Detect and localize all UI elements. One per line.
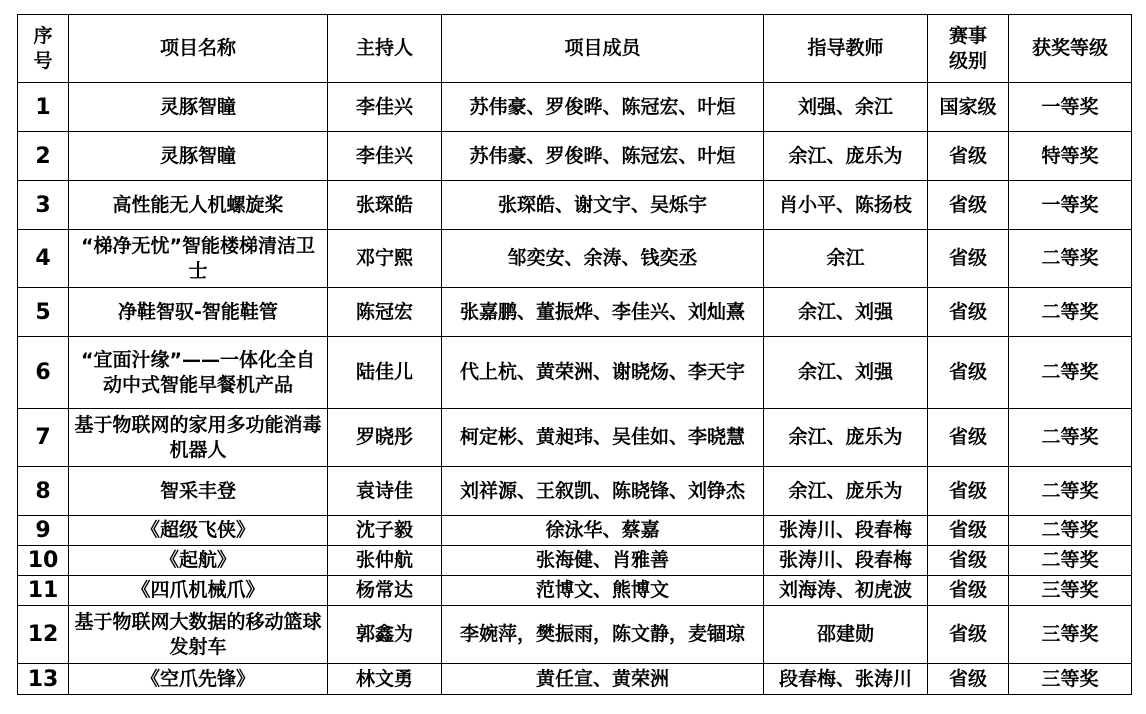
cell-host: 郭鑫为 [328, 606, 442, 664]
table-row [18, 230, 1132, 288]
cell-advisors: 余江、刘强 [764, 337, 928, 409]
cell-advisors: 刘强、余江 [764, 83, 928, 132]
cell-index: 5 [18, 288, 69, 337]
cell-competition-level: 省级 [928, 230, 1009, 288]
cell-host: 张琛皓 [328, 181, 442, 230]
cell-index: 4 [18, 230, 69, 288]
cell-competition-level: 省级 [928, 546, 1009, 576]
cell-advisors: 邵建勋 [764, 606, 928, 664]
awards-table [17, 14, 1132, 695]
cell-members: 代上杭、黄荣洲、谢晓炀、李天宇 [442, 337, 764, 409]
cell-members: 柯定彬、黄昶玮、吴佳如、李晓慧 [442, 409, 764, 467]
cell-advisors: 段春梅、张涛川 [764, 664, 928, 695]
cell-award-level: 二等奖 [1009, 288, 1132, 337]
cell-competition-level: 省级 [928, 516, 1009, 546]
cell-advisors: 张涛川、段春梅 [764, 516, 928, 546]
cell-award-level: 二等奖 [1009, 467, 1132, 516]
cell-project-name: 基于物联网大数据的移动篮球发射车 [69, 606, 328, 664]
cell-advisors: 刘海涛、初虎波 [764, 576, 928, 606]
cell-index: 3 [18, 181, 69, 230]
cell-index: 2 [18, 132, 69, 181]
cell-host: 陈冠宏 [328, 288, 442, 337]
cell-members: 张海健、肖雅善 [442, 546, 764, 576]
cell-host: 李佳兴 [328, 83, 442, 132]
cell-award-level: 特等奖 [1009, 132, 1132, 181]
cell-project-name: 灵豚智瞳 [69, 132, 328, 181]
cell-project-name: 智采丰登 [69, 467, 328, 516]
cell-host: 杨常达 [328, 576, 442, 606]
header-project-name: 项目名称 [69, 15, 328, 83]
cell-members: 苏伟豪、罗俊晔、陈冠宏、叶烜 [442, 83, 764, 132]
cell-index: 10 [18, 546, 69, 576]
cell-host: 袁诗佳 [328, 467, 442, 516]
header-row [18, 15, 1132, 83]
cell-advisors: 余江、庞乐为 [764, 467, 928, 516]
cell-members: 张琛皓、谢文宇、吴烁宇 [442, 181, 764, 230]
cell-competition-level: 省级 [928, 409, 1009, 467]
cell-project-name: 《起航》 [69, 546, 328, 576]
cell-award-level: 二等奖 [1009, 409, 1132, 467]
cell-members: 邹奕安、余涛、钱奕丞 [442, 230, 764, 288]
table-row [18, 288, 1132, 337]
table-row [18, 83, 1132, 132]
table-row [18, 606, 1132, 664]
cell-members: 苏伟豪、罗俊晔、陈冠宏、叶烜 [442, 132, 764, 181]
cell-index: 6 [18, 337, 69, 409]
cell-project-name: 《四爪机械爪》 [69, 576, 328, 606]
cell-competition-level: 省级 [928, 606, 1009, 664]
cell-project-name: 《空爪先锋》 [69, 664, 328, 695]
header-advisors: 指导教师 [764, 15, 928, 83]
cell-project-name: 基于物联网的家用多功能消毒机器人 [69, 409, 328, 467]
cell-competition-level: 省级 [928, 576, 1009, 606]
cell-host: 罗晓彤 [328, 409, 442, 467]
cell-advisors: 余江、庞乐为 [764, 132, 928, 181]
cell-competition-level: 省级 [928, 664, 1009, 695]
table-row [18, 516, 1132, 546]
cell-host: 张仲航 [328, 546, 442, 576]
cell-award-level: 二等奖 [1009, 546, 1132, 576]
cell-members: 黄任宣、黄荣洲 [442, 664, 764, 695]
cell-award-level: 二等奖 [1009, 230, 1132, 288]
cell-award-level: 一等奖 [1009, 83, 1132, 132]
cell-advisors: 余江、庞乐为 [764, 409, 928, 467]
cell-competition-level: 省级 [928, 337, 1009, 409]
cell-host: 李佳兴 [328, 132, 442, 181]
cell-advisors: 肖小平、陈扬枝 [764, 181, 928, 230]
cell-host: 陆佳儿 [328, 337, 442, 409]
cell-award-level: 二等奖 [1009, 337, 1132, 409]
cell-members: 李婉萍，樊振雨，陈文静，麦锢琼 [442, 606, 764, 664]
cell-host: 林文勇 [328, 664, 442, 695]
header-members: 项目成员 [442, 15, 764, 83]
cell-award-level: 三等奖 [1009, 576, 1132, 606]
cell-project-name: “宜面汁缘”——一体化全自动中式智能早餐机产品 [69, 337, 328, 409]
cell-advisors: 余江、刘强 [764, 288, 928, 337]
cell-index: 1 [18, 83, 69, 132]
cell-award-level: 二等奖 [1009, 516, 1132, 546]
cell-competition-level: 国家级 [928, 83, 1009, 132]
cell-index: 13 [18, 664, 69, 695]
cell-competition-level: 省级 [928, 181, 1009, 230]
cell-host: 邓宁熙 [328, 230, 442, 288]
header-index: 序号 [18, 15, 69, 83]
cell-members: 刘祥源、王叙凯、陈晓锋、刘铮杰 [442, 467, 764, 516]
cell-project-name: 《超级飞侠》 [69, 516, 328, 546]
cell-index: 8 [18, 467, 69, 516]
table-row [18, 132, 1132, 181]
cell-index: 9 [18, 516, 69, 546]
cell-members: 范博文、熊博文 [442, 576, 764, 606]
cell-award-level: 三等奖 [1009, 606, 1132, 664]
cell-advisors: 余江 [764, 230, 928, 288]
table-row [18, 546, 1132, 576]
cell-index: 11 [18, 576, 69, 606]
cell-competition-level: 省级 [928, 132, 1009, 181]
cell-project-name: 净鞋智驭-智能鞋管 [69, 288, 328, 337]
header-host: 主持人 [328, 15, 442, 83]
cell-competition-level: 省级 [928, 288, 1009, 337]
table-row [18, 409, 1132, 467]
cell-project-name: 灵豚智瞳 [69, 83, 328, 132]
table-row [18, 576, 1132, 606]
cell-project-name: 高性能无人机螺旋桨 [69, 181, 328, 230]
table-row [18, 181, 1132, 230]
cell-award-level: 一等奖 [1009, 181, 1132, 230]
cell-competition-level: 省级 [928, 467, 1009, 516]
table-row [18, 664, 1132, 695]
cell-host: 沈子毅 [328, 516, 442, 546]
cell-award-level: 三等奖 [1009, 664, 1132, 695]
header-award-level: 获奖等级 [1009, 15, 1132, 83]
cell-members: 徐泳华、蔡嘉 [442, 516, 764, 546]
cell-project-name: “梯净无忧”智能楼梯清洁卫士 [69, 230, 328, 288]
table-row [18, 467, 1132, 516]
header-competition-level: 赛事级别 [928, 15, 1009, 83]
cell-index: 7 [18, 409, 69, 467]
cell-index: 12 [18, 606, 69, 664]
cell-advisors: 张涛川、段春梅 [764, 546, 928, 576]
table-row [18, 337, 1132, 409]
cell-members: 张嘉鹏、董振烨、李佳兴、刘灿熹 [442, 288, 764, 337]
